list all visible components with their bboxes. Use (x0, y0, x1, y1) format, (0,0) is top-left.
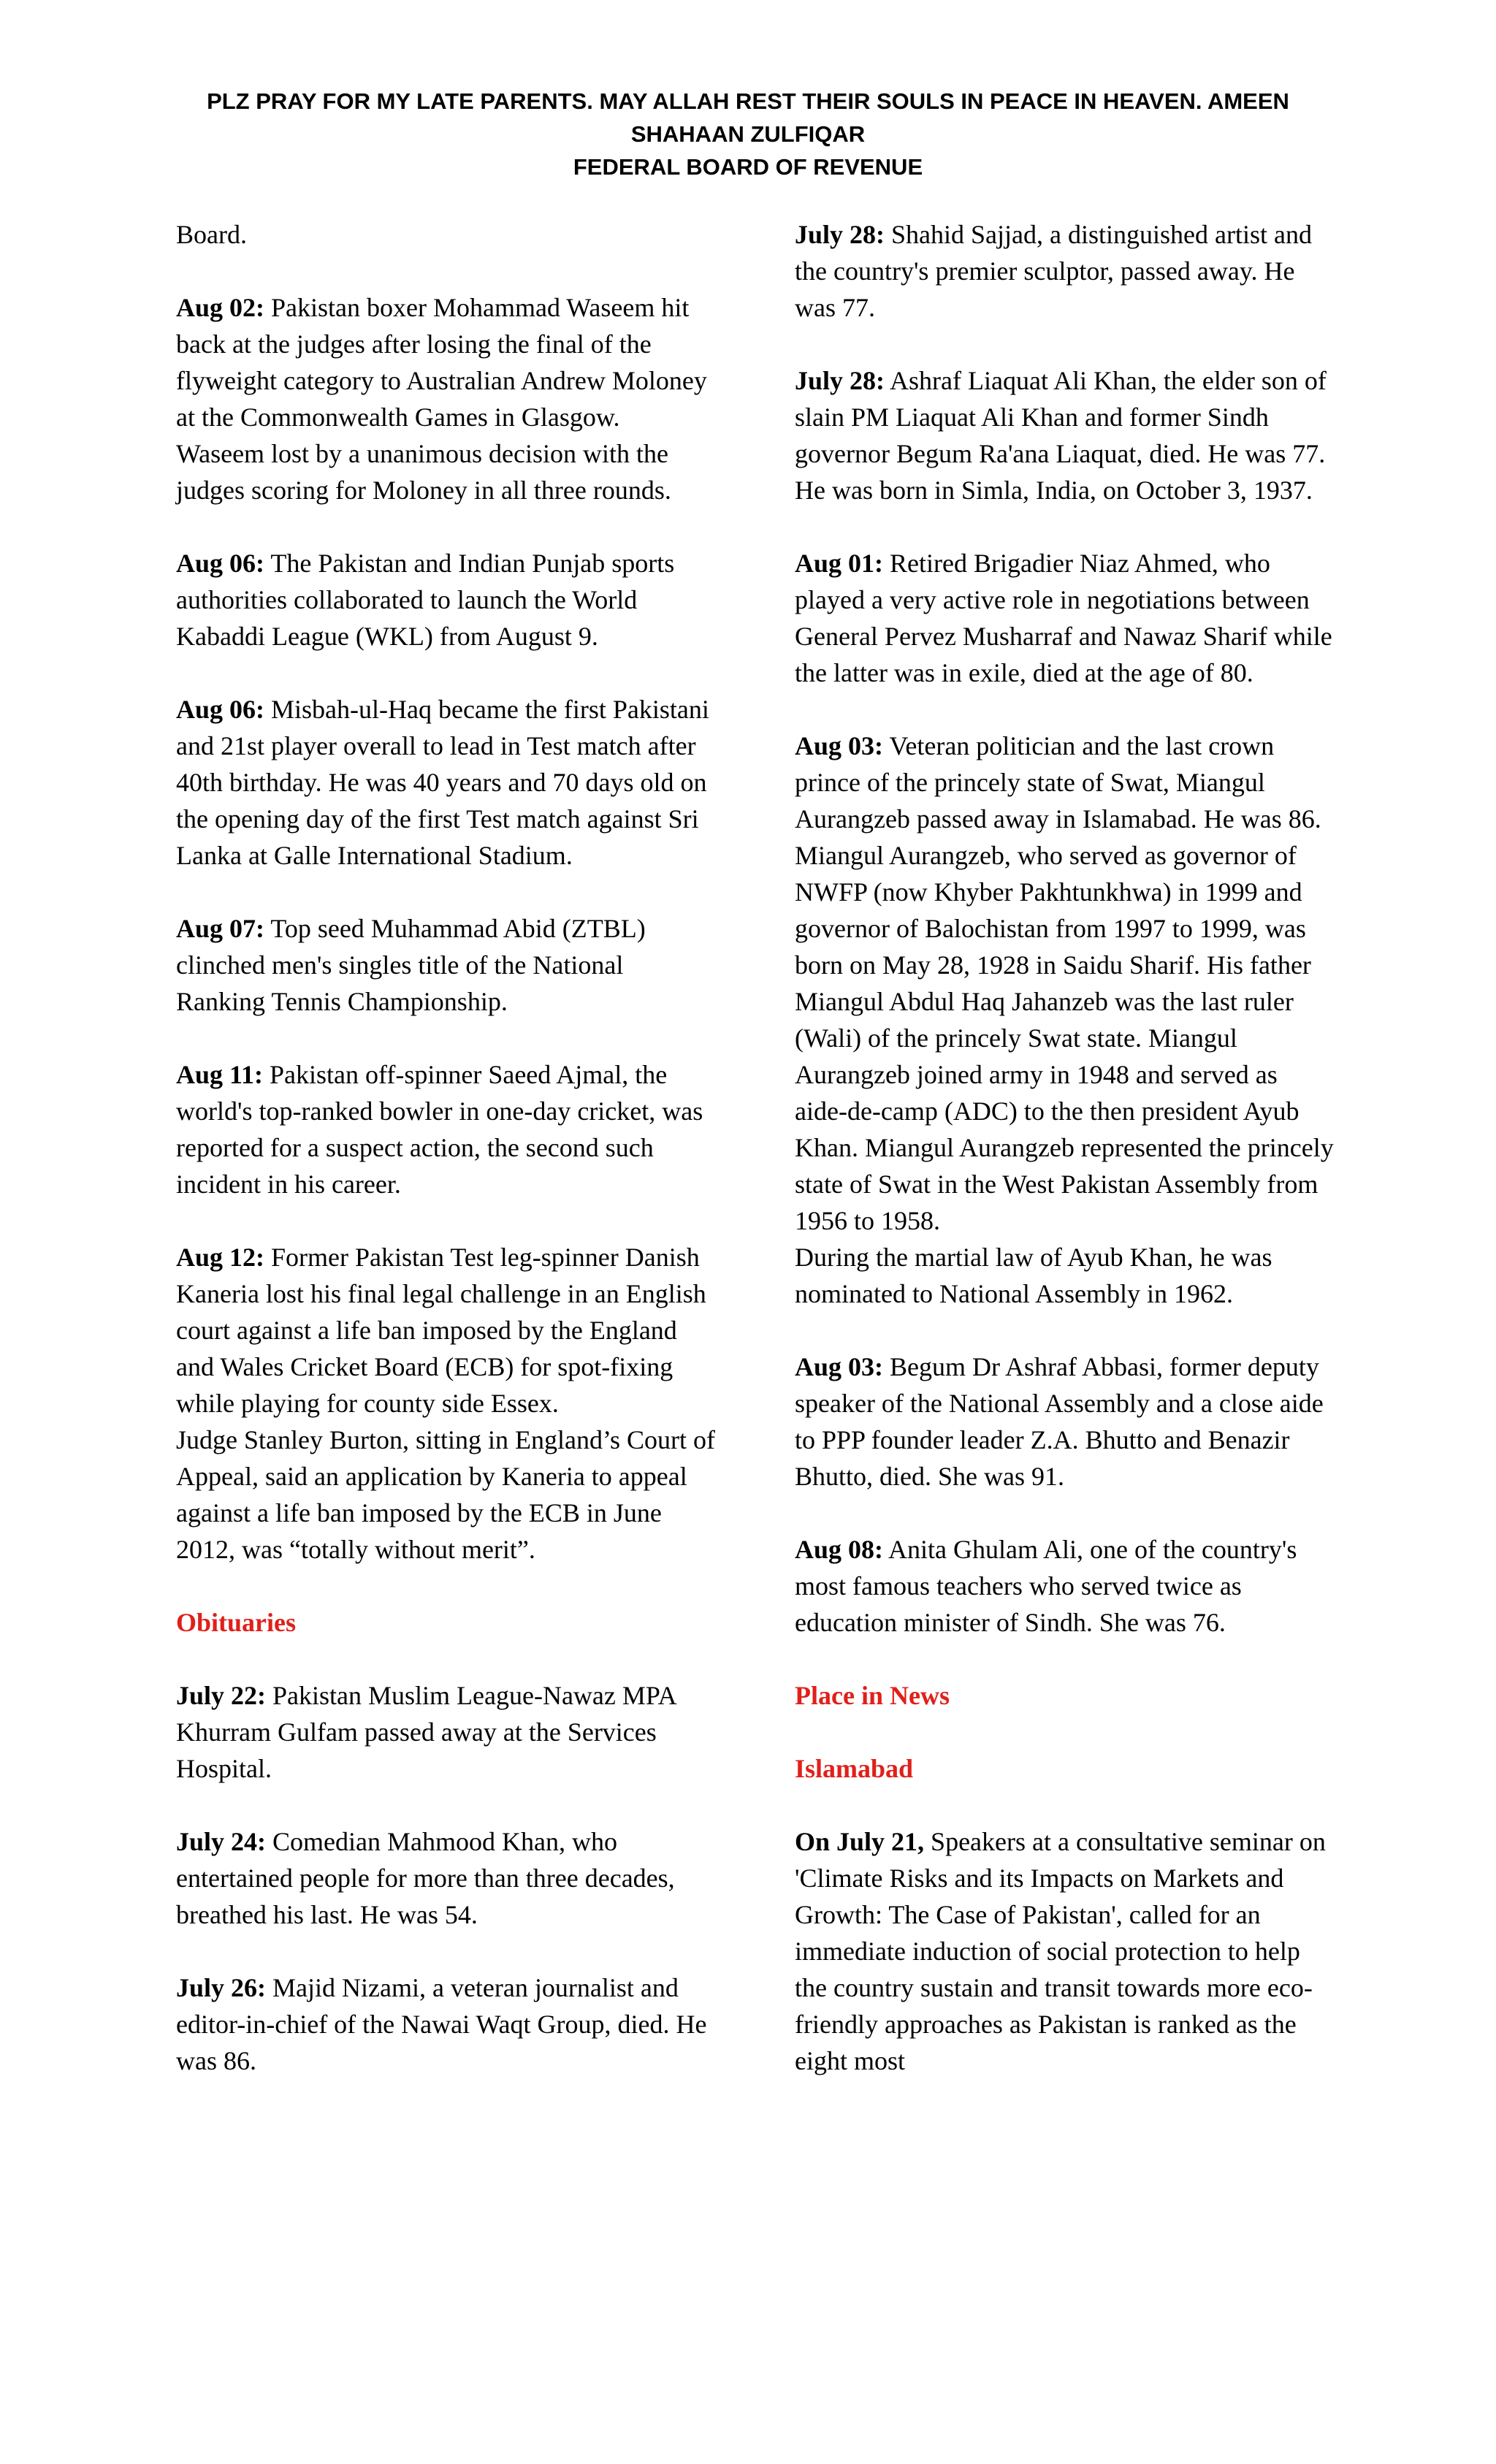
news-entry (795, 1823, 1335, 2079)
header-organization: FEDERAL BOARD OF REVENUE (573, 154, 923, 180)
obituary-entry (795, 728, 1335, 1312)
islamabad-heading: Islamabad (795, 1754, 914, 1783)
entry-date: July 28: (795, 366, 885, 395)
entry-text: Top seed Muhammad Abid (ZTBL) clinched men's singles title of the National Ranking Tennis Championship. (176, 914, 646, 1016)
entry-text: Anita Ghulam Ali, one of the country's most famous teachers who served twice as education minister of Sindh. She was 76. (795, 1535, 1297, 1637)
entry-date: Aug 08: (795, 1535, 884, 1564)
obituary-entry (795, 362, 1335, 508)
news-entry (176, 691, 717, 874)
page-header (0, 85, 1496, 183)
entry-text-extra: Miangul Aurangzeb, who served as governor of NWFP (now Khyber Pakhtunkhwa) in 1999 and governor of Balochistan from 1997 to 1999, was born on May 28, 1928 in Saidu Sharif. His father Miangul Abdul Haq Jahanzeb was the last ruler (Wali) of the princely Swat state. Miangul Aurangzeb joined army in 1948 and served as aide-de-camp (ADC) to the then president Ayub Khan. Miangul Aurangzeb represented the princely state of Swat in the West Pakistan Assembly from 1956 to 1958. (795, 841, 1334, 1235)
entry-date: Aug 07: (176, 914, 265, 943)
news-entry (176, 1056, 717, 1202)
news-entry (176, 289, 717, 508)
entry-date: Aug 03: (795, 731, 884, 760)
entry-date: Aug 11: (176, 1060, 264, 1089)
entry-text: Former Pakistan Test leg-spinner Danish Kaneria lost his final legal challenge in an English court against a life ban imposed by the England and Wales Cricket Board (ECB) for spot-fixing while playing for county side Essex. (176, 1243, 706, 1418)
obituary-entry (176, 1969, 717, 2079)
entry-date: Aug 06: (176, 549, 265, 578)
entry-text: Veteran politician and the last crown prince of the princely state of Swat, Miangul Aurangzeb passed away in Islamabad. He was 86. (795, 731, 1321, 834)
entry-date: July 28: (795, 220, 885, 249)
entry-date: Aug 02: (176, 293, 265, 322)
news-entry (176, 910, 717, 1020)
entry-date: July 26: (176, 1973, 267, 2002)
entry-date: July 22: (176, 1681, 267, 1710)
entry-text: Pakistan Muslim League-Nawaz MPA Khurram Gulfam passed away at the Services Hospital. (176, 1681, 676, 1783)
header-author-name: SHAHAAN ZULFIQAR (630, 121, 866, 147)
entry-text-extra: He was born in Simla, India, on October 3, 1937. (795, 476, 1313, 505)
obituary-entry (795, 545, 1335, 691)
entry-text: Retired Brigadier Niaz Ahmed, who played a very active role in negotiations between General Pervez Musharraf and Nawaz Sharif while the latter was in exile, died at the age of 80. (795, 549, 1332, 687)
news-entry (176, 1239, 717, 1568)
continued-text: Board. (176, 220, 247, 249)
obituary-entry (795, 216, 1335, 326)
header-prayer-line: PLZ PRAY FOR MY LATE PARENTS. MAY ALLAH REST THEIR SOULS IN PEACE IN HEAVEN. AMEEN (207, 88, 1289, 114)
left-column (176, 216, 717, 2116)
obituary-entry (795, 1531, 1335, 1641)
entry-text: Majid Nizami, a veteran journalist and editor-in-chief of the Nawai Waqt Group, died. He was 86. (176, 1973, 707, 2075)
entry-date: Aug 03: (795, 1352, 884, 1381)
entry-text-extra: Waseem lost by a unanimous decision with the judges scoring for Moloney in all three rounds. (176, 439, 671, 505)
obituary-entry (176, 1823, 717, 1933)
entry-text: Misbah-ul-Haq became the first Pakistani and 21st player overall to lead in Test match after 40th birthday. He was 40 years and 70 days old on the opening day of the first Test match against Sri Lanka at Galle International Stadium. (176, 695, 709, 870)
entry-text: Pakistan off-spinner Saeed Ajmal, the world's top-ranked bowler in one-day cricket, was reported for a suspect action, the second such incident in his career. (176, 1060, 703, 1199)
entry-text: Begum Dr Ashraf Abbasi, former deputy speaker of the National Assembly and a close aide to PPP founder leader Z.A. Bhutto and Benazir Bhutto, died. She was 91. (795, 1352, 1324, 1491)
news-entry (176, 545, 717, 655)
entry-text: The Pakistan and Indian Punjab sports authorities collaborated to launch the World Kabaddi League (WKL) from August 9. (176, 549, 675, 651)
entry-date: Aug 06: (176, 695, 265, 724)
obituary-entry (795, 1349, 1335, 1495)
place-in-news-heading: Place in News (795, 1681, 950, 1710)
entry-text: Shahid Sajjad, a distinguished artist and the country's premier sculptor, passed away. He was 77. (795, 220, 1312, 322)
entry-text: Pakistan boxer Mohammad Waseem hit back at the judges after losing the final of the flyweight category to Australian Andrew Moloney at the Commonwealth Games in Glasgow. (176, 293, 707, 432)
obituaries-heading: Obituaries (176, 1608, 297, 1637)
right-column (795, 216, 1335, 2116)
entry-text: Speakers at a consultative seminar on 'Climate Risks and its Impacts on Markets and Growth: The Case of Pakistan', called for an immediate induction of social protection to help the country sustain and transit towards more eco-friendly approaches as Pakistan is ranked as the eight most (795, 1827, 1326, 2075)
entry-date: July 24: (176, 1827, 267, 1856)
obituary-entry (176, 1677, 717, 1787)
entry-date: Aug 01: (795, 549, 884, 578)
entry-date: Aug 12: (176, 1243, 265, 1272)
entry-date: On July 21, (795, 1827, 925, 1856)
entry-text-extra: During the martial law of Ayub Khan, he was nominated to National Assembly in 1962. (795, 1243, 1272, 1308)
entry-text: Ashraf Liaquat Ali Khan, the elder son of slain PM Liaquat Ali Khan and former Sindh governor Begum Ra'ana Liaquat, died. He was 77. (795, 366, 1327, 468)
entry-text: Comedian Mahmood Khan, who entertained people for more than three decades, breathed his last. He was 54. (176, 1827, 675, 1929)
entry-text-extra: Judge Stanley Burton, sitting in England’s Court of Appeal, said an application by Kaneria to appeal against a life ban imposed by the ECB in June 2012, was “totally without merit”. (176, 1425, 715, 1564)
